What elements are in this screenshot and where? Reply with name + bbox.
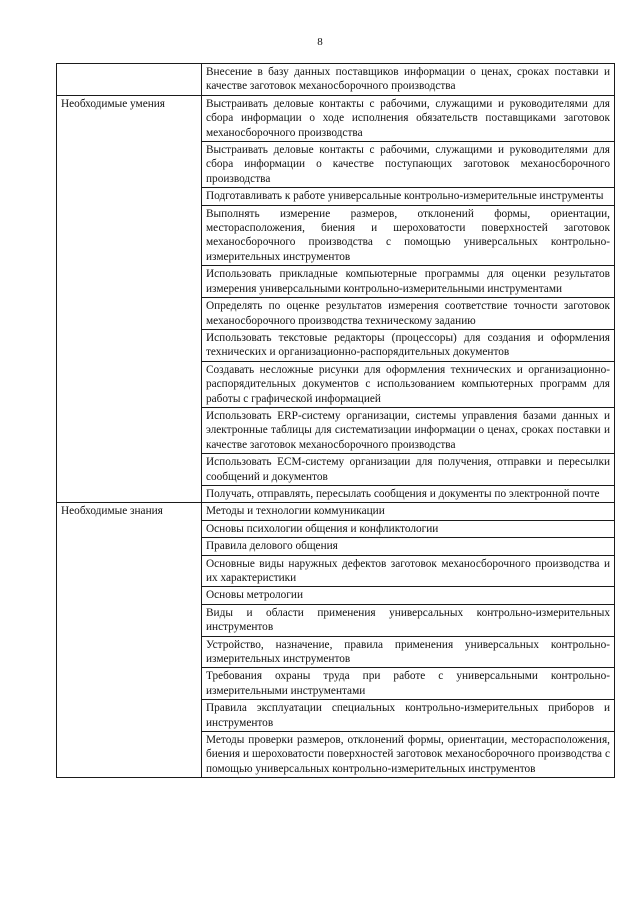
requirement-text: Устройство, назначение, правила применения универсальных контрольно-измерительных инструментов	[202, 636, 615, 668]
requirement-text: Использовать ECM-систему организации для получения, отправки и пересылки сообщений и документов	[202, 454, 615, 486]
requirement-text: Получать, отправлять, пересылать сообщения и документы по электронной почте	[202, 485, 615, 502]
requirements-table-body	[57, 64, 615, 778]
requirements-table	[56, 63, 615, 778]
section-label	[57, 64, 202, 96]
requirement-text: Методы и технологии коммуникации	[202, 503, 615, 520]
table-row	[57, 95, 615, 141]
section-label: Необходимые знания	[57, 503, 202, 778]
requirement-text: Правила делового общения	[202, 538, 615, 555]
requirement-text: Внесение в базу данных поставщиков информации о ценах, сроках поставки и качестве заготовок механосборочного производства	[202, 64, 615, 96]
requirement-text: Выполнять измерение размеров, отклонений формы, ориентации, месторасположения, биения и шероховатости поверхностей заготовок механосборочного производства с помощью универсальных контрольно-измерительных инструментов	[202, 205, 615, 266]
requirement-text: Создавать несложные рисунки для оформления технических и организационно-распорядительных документов с использованием компьютерных программ для работы с графической информацией	[202, 361, 615, 407]
requirement-text: Основы психологии общения и конфликтологии	[202, 520, 615, 537]
requirement-text: Подготавливать к работе универсальные контрольно-измерительные инструменты	[202, 188, 615, 205]
requirement-text: Основные виды наружных дефектов заготовок механосборочного производства и их характеристики	[202, 555, 615, 587]
requirement-text: Требования охраны труда при работе с универсальными контрольно-измерительными инструментами	[202, 668, 615, 700]
requirement-text: Методы проверки размеров, отклонений формы, ориентации, месторасположения, биения и шероховатости поверхностей заготовок механосборочного производства с помощью универсальных контрольно-измерительных инструментов	[202, 732, 615, 778]
requirement-text: Использовать прикладные компьютерные программы для оценки результатов измерения универсальными контрольно-измерительными инструментами	[202, 266, 615, 298]
requirement-text: Правила эксплуатации специальных контрольно-измерительных приборов и инструментов	[202, 700, 615, 732]
table-row	[57, 503, 615, 520]
requirement-text: Выстраивать деловые контакты с рабочими, служащими и руководителями для сбора информации о качестве поступающих заготовок механосборочного производства	[202, 142, 615, 188]
requirement-text: Использовать текстовые редакторы (процессоры) для создания и оформления технических и организационно-распорядительных документов	[202, 329, 615, 361]
requirement-text: Определять по оценке результатов измерения соответствие точности заготовок механосборочного производства техническому заданию	[202, 298, 615, 330]
requirement-text: Основы метрологии	[202, 587, 615, 604]
requirement-text: Использовать ERP-систему организации, системы управления базами данных и электронные таблицы для систематизации информации о ценах, сроках поставки и качестве заготовок механосборочного производства	[202, 407, 615, 453]
table-row	[57, 64, 615, 96]
section-label: Необходимые умения	[57, 95, 202, 503]
page-number: 8	[317, 36, 323, 48]
requirement-text: Виды и области применения универсальных контрольно-измерительных инструментов	[202, 604, 615, 636]
requirement-text: Выстраивать деловые контакты с рабочими, служащими и руководителями для сбора информации о ходе исполнения обязательств поставщиками заготовок механосборочного производства	[202, 95, 615, 141]
